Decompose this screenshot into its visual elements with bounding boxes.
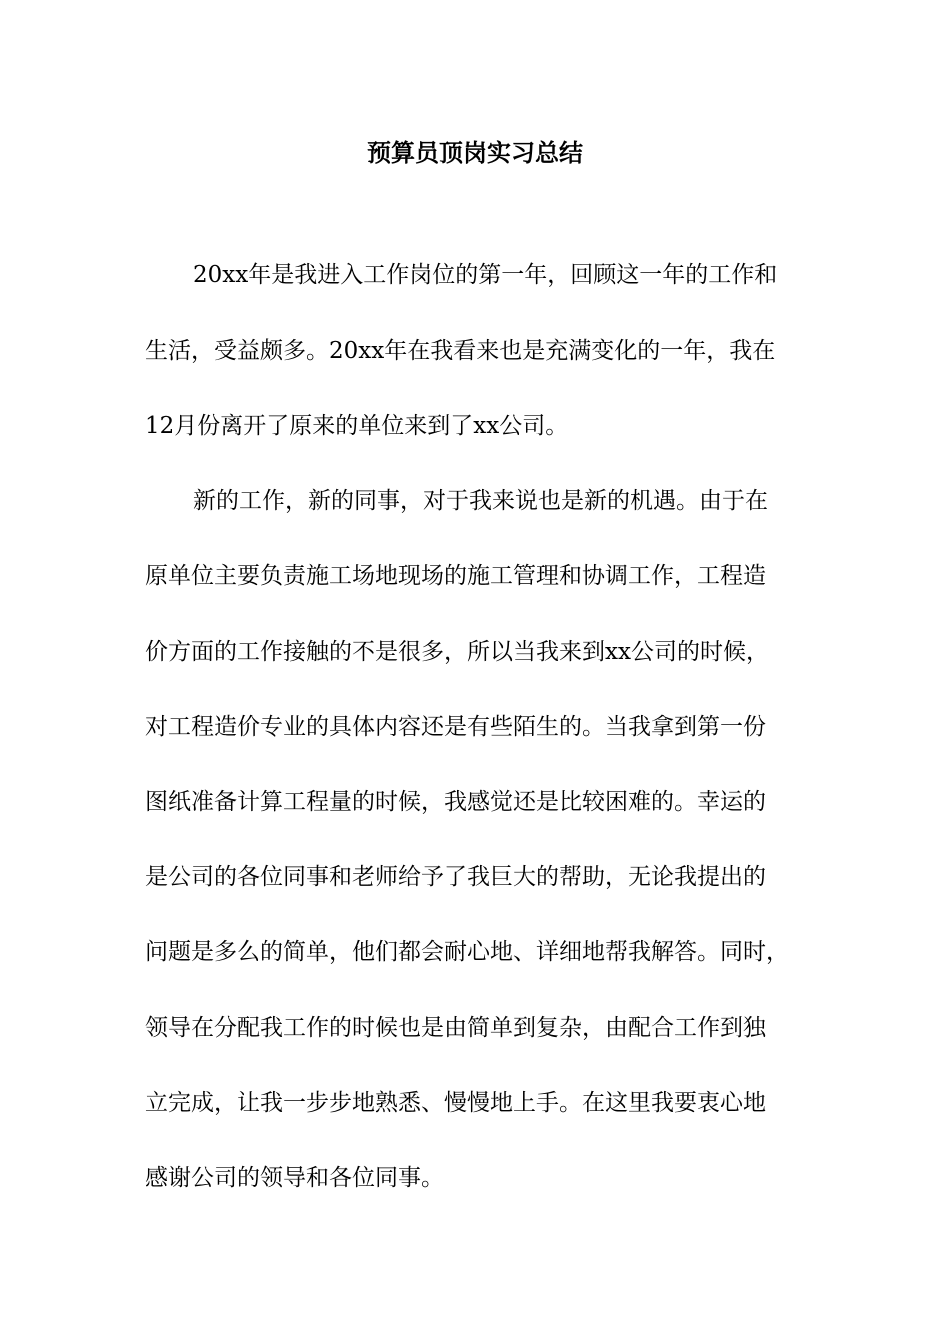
paragraph-line: 是公司的各位同事和老师给予了我巨大的帮助，无论我提出的 — [145, 864, 766, 890]
paragraph-line: 20xx年是我进入工作岗位的第一年，回顾这一年的工作和 — [193, 262, 778, 288]
paragraph-line: 感谢公司的领导和各位同事。 — [145, 1165, 444, 1191]
paragraph-line: 新的工作，新的同事，对于我来说也是新的机遇。由于在 — [193, 488, 768, 514]
paragraph-line: 对工程造价专业的具体内容还是有些陌生的。当我拿到第一份 — [145, 714, 766, 740]
paragraph-line: 12月份离开了原来的单位来到了xx公司。 — [145, 413, 569, 439]
paragraph-line: 生活，受益颇多。20xx年在我看来也是充满变化的一年，我在 — [145, 338, 776, 364]
paragraph-line: 价方面的工作接触的不是很多，所以当我来到xx公司的时候， — [145, 639, 769, 665]
paragraph-line: 问题是多么的简单，他们都会耐心地、详细地帮我解答。同时， — [145, 939, 789, 965]
paragraph-line: 领导在分配我工作的时候也是由简单到复杂，由配合工作到独 — [145, 1015, 766, 1041]
document-title: 预算员顶岗实习总结 — [367, 138, 583, 167]
paragraph-line: 立完成，让我一步步地熟悉、慢慢地上手。在这里我要衷心地 — [145, 1090, 766, 1116]
paragraph-line: 图纸准备计算工程量的时候，我感觉还是比较困难的。幸运的 — [145, 789, 766, 815]
paragraph-line: 原单位主要负责施工场地现场的施工管理和协调工作，工程造 — [145, 563, 766, 589]
